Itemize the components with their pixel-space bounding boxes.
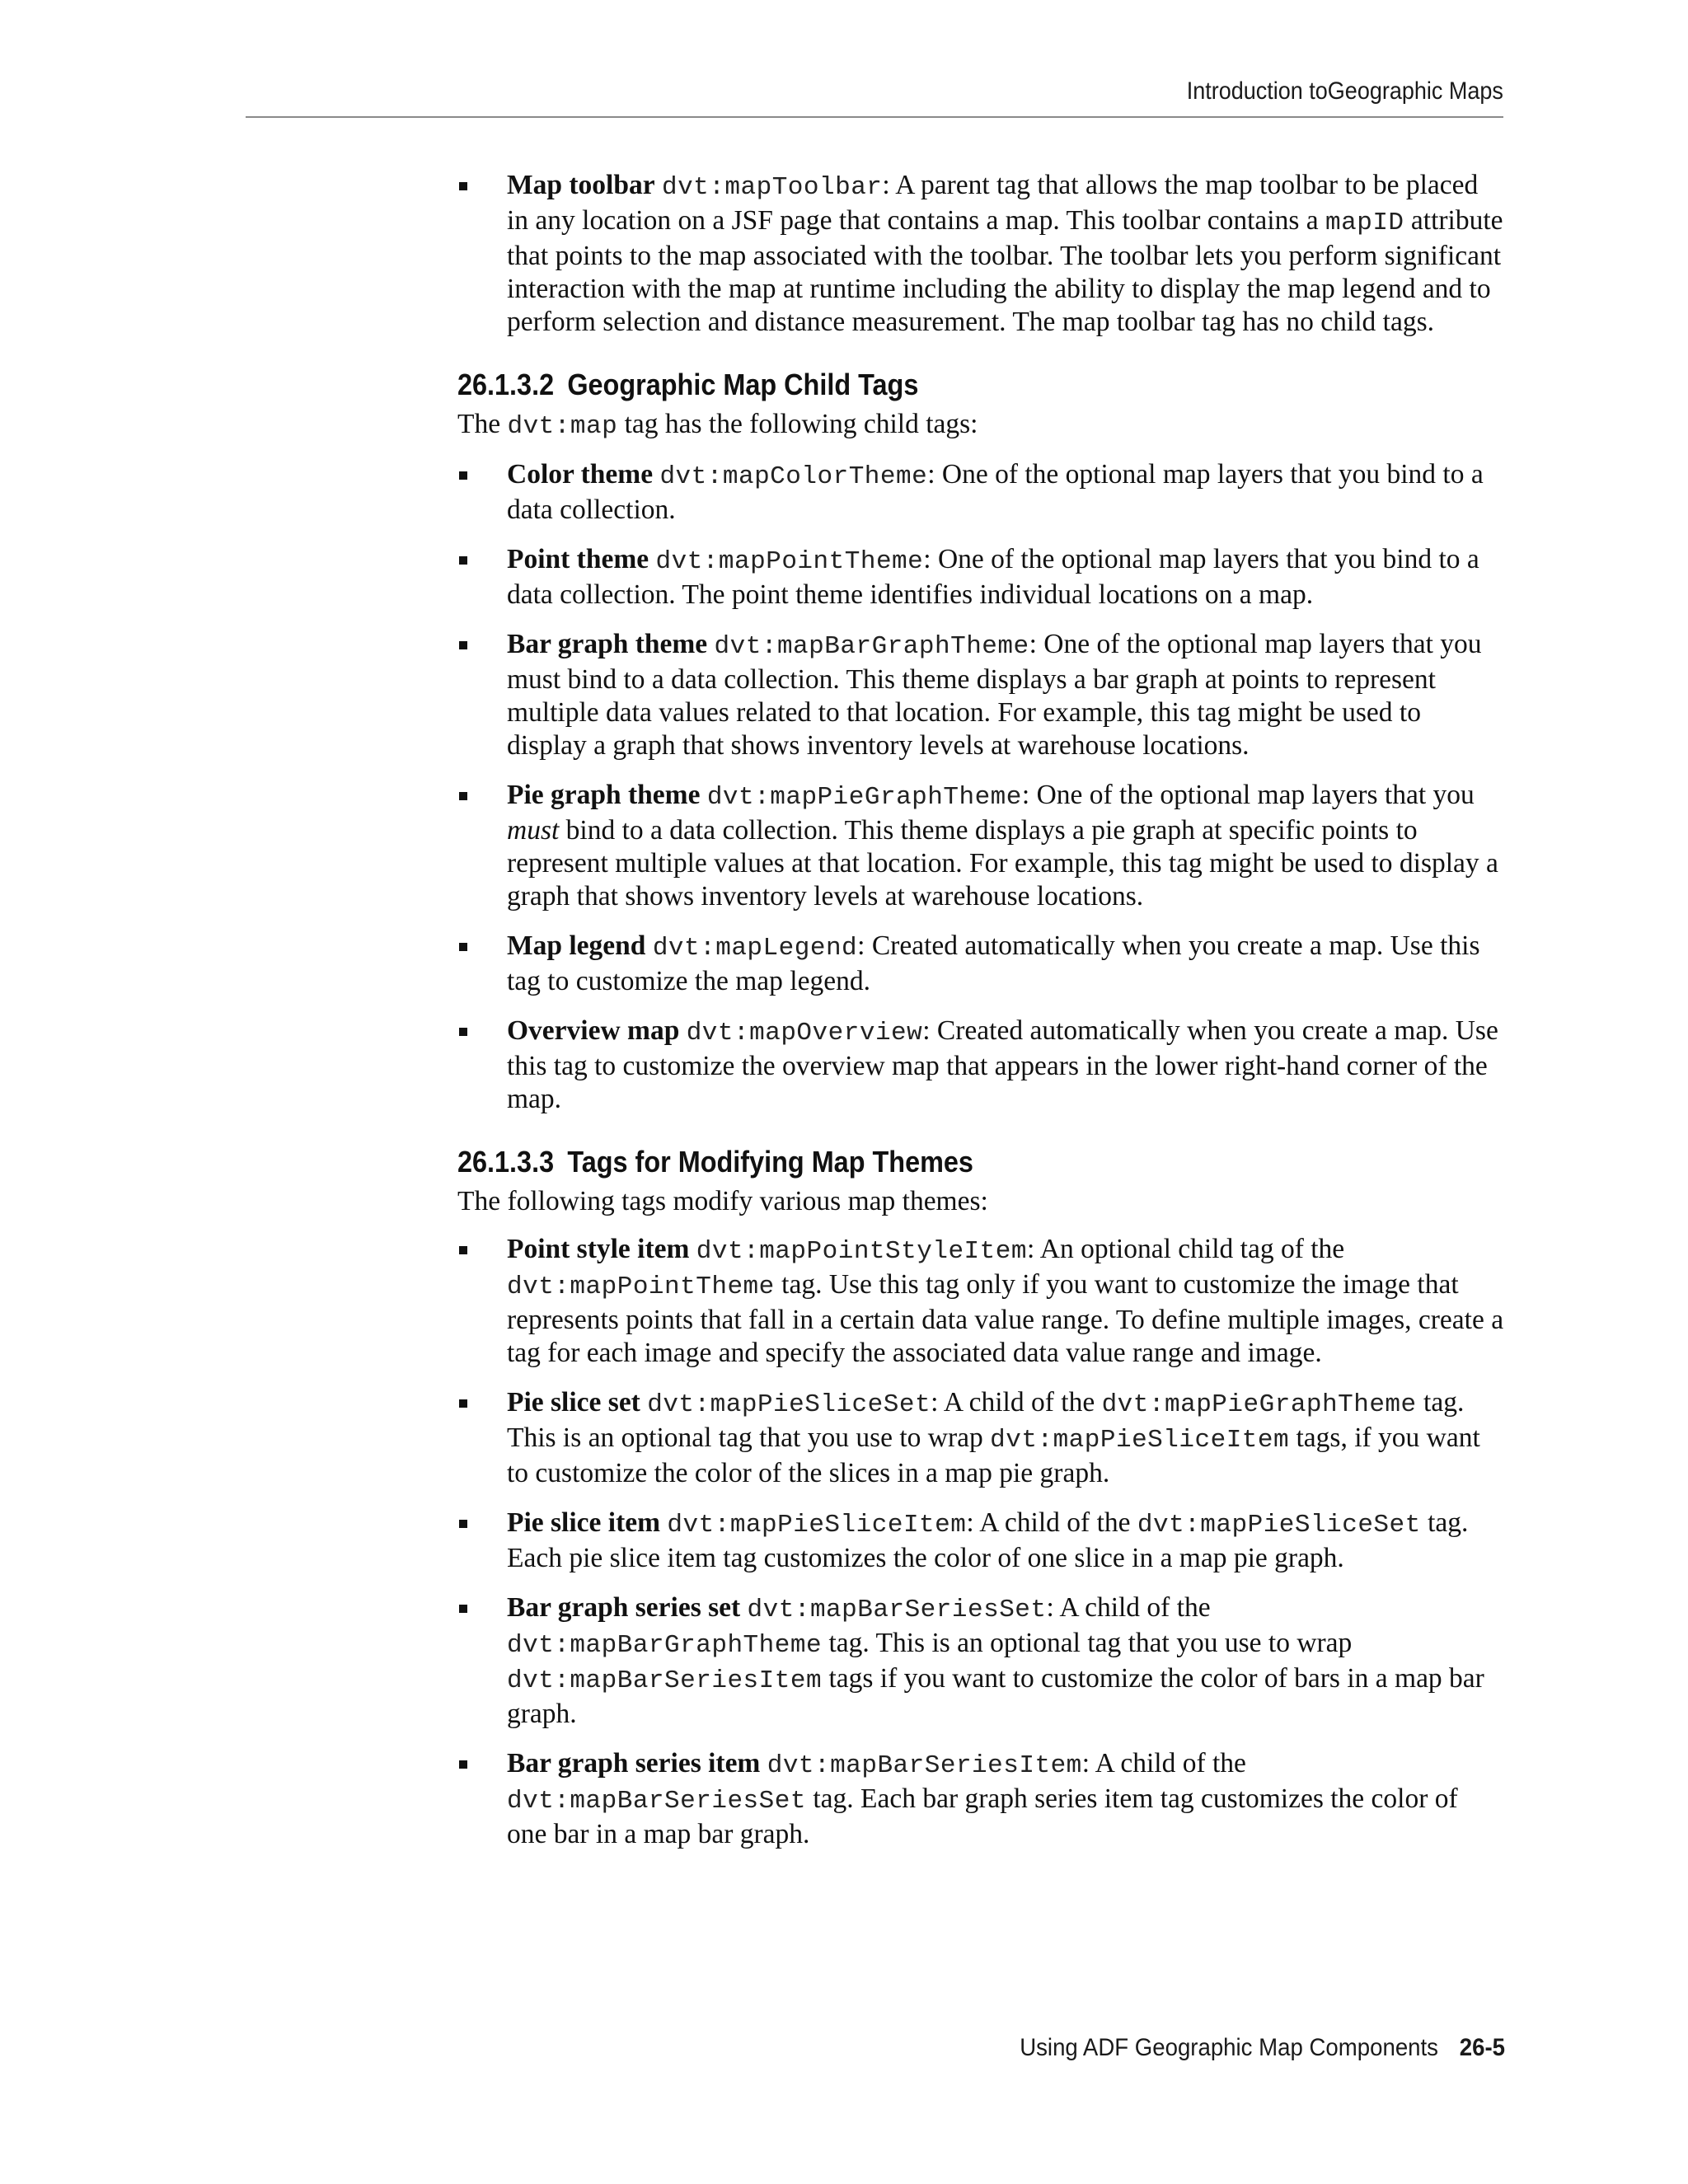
list-item (457, 543, 1504, 612)
list-item-term: Color theme (507, 459, 654, 490)
square-bullet-icon (459, 943, 467, 951)
section-intro (457, 1185, 1504, 1218)
body-text: : One of the optional map layers that you bind to a data collection. (507, 459, 1484, 525)
body-text: : A child of the (1081, 1748, 1246, 1779)
square-bullet-icon (459, 556, 467, 565)
code-tag: dvt:mapBarGraphTheme (507, 1631, 823, 1660)
code-tag: dvt:mapOverview (686, 1019, 923, 1047)
list-item-term: Map legend (507, 930, 646, 961)
section-intro (457, 408, 1504, 443)
list-item (457, 1591, 1504, 1731)
code-tag: dvt:mapColorTheme (659, 462, 928, 491)
list-item (457, 628, 1504, 762)
footer-book-title: Using ADF Geographic Map Components (1020, 2034, 1438, 2061)
body-text: tag. Use this tag only if you want to customize the image that represents points that fall in a certain data value range. To define multiple images, create a tag for each image and specify the associated data value range and image. (507, 1269, 1504, 1368)
child-tags-list (457, 458, 1504, 1116)
emphasis-text: must (507, 815, 560, 846)
section-number: 26.1.3.3 (457, 1145, 555, 1179)
square-bullet-icon (459, 1028, 467, 1036)
list-item (457, 779, 1504, 913)
list-item-term: Overview map (507, 1015, 680, 1046)
body-text: : One of the optional map layers that you bind to a data collection. The point theme identifies individual locations on a map. (507, 544, 1479, 610)
list-item-term: Pie slice set (507, 1387, 640, 1418)
code-tag: dvt:mapBarSeriesSet (747, 1596, 1047, 1624)
list-item-term: Pie graph theme (507, 780, 701, 810)
list-item-term: Map toolbar (507, 170, 655, 200)
square-bullet-icon (459, 182, 467, 190)
body-text: tag. This is an optional tag that you use to wrap (822, 1628, 1353, 1658)
body-text: : A child of the (1046, 1592, 1211, 1623)
body-text: : Created automatically when you create a map. Use this tag to customize the overview map that appears in the lower right-hand corner of the map. (507, 1015, 1498, 1114)
list-item (457, 1747, 1504, 1851)
list-item (457, 169, 1504, 339)
list-item (457, 1233, 1504, 1370)
list-item (457, 1386, 1504, 1490)
code-tag: dvt:mapPieGraphTheme (1101, 1390, 1417, 1419)
code-tag: dvt:mapBarGraphTheme (714, 632, 1029, 661)
square-bullet-icon (459, 1605, 467, 1613)
list-item-term: Pie slice item (507, 1507, 661, 1538)
body-text: : A child of the (931, 1387, 1102, 1418)
list-item (457, 1015, 1504, 1116)
list-item (457, 1507, 1504, 1575)
code-tag: dvt:mapPointStyleItem (696, 1237, 1027, 1266)
list-item-term: Bar graph series item (507, 1748, 761, 1779)
running-header-title: Introduction toGeographic Maps (1186, 77, 1503, 105)
running-footer (1020, 2034, 1505, 2062)
body-text: bind to a data collection. This theme displays a pie graph at specific points to represent multiple values at that location. For example, this tag might be used to display a graph that shows inventory levels at warehouse locations. (507, 815, 1498, 912)
body-text: : Created automatically when you create a map. Use this tag to customize the map legend. (507, 930, 1480, 996)
list-item-term: Point style item (507, 1234, 690, 1264)
list-item (457, 458, 1504, 527)
code-tag: dvt:mapBarSeriesItem (507, 1666, 823, 1695)
body-text: : One of the optional map layers that you (1021, 780, 1475, 810)
code-tag: dvt:map (507, 412, 618, 441)
code-tag: dvt:mapToolbar (661, 173, 883, 202)
square-bullet-icon (459, 471, 467, 480)
page-content (457, 169, 1504, 1868)
section-child-tags (457, 367, 1504, 1116)
running-header (246, 69, 1503, 118)
square-bullet-icon (459, 1760, 467, 1769)
body-text: : One of the optional map layers that you must bind to a data collection. This theme displays a bar graph at points to represent multiple data values related to that location. For example, this tag might be used to display a graph that shows inventory levels at warehouse locations. (507, 629, 1482, 761)
body-text: tag has the following child tags: (617, 409, 978, 439)
body-text: The (457, 409, 508, 439)
list-item-term: Point theme (507, 544, 649, 574)
section-heading (457, 367, 1400, 403)
body-text: attribute that points to the map associated with the toolbar. The toolbar lets you perform significant interaction with the map at runtime including the ability to display the map legend and to perform selection and distance measurement. The map toolbar tag has no child tags. (507, 205, 1503, 337)
section-modify-tags (457, 1144, 1504, 1851)
code-tag: dvt:mapPointTheme (507, 1272, 775, 1301)
code-tag: dvt:mapPieSliceSet (1137, 1511, 1421, 1540)
square-bullet-icon (459, 792, 467, 800)
body-text: tags if you want to customize the color of bars in a map bar graph. (507, 1663, 1484, 1729)
code-tag: mapID (1325, 209, 1404, 237)
section-title: Tags for Modifying Map Themes (567, 1145, 973, 1179)
body-text: : A parent tag that allows the map toolbar to be placed in any location on a JSF page that contains a map. This toolbar contains a (507, 170, 1479, 236)
section-number: 26.1.3.2 (457, 368, 555, 401)
page-number: 26-5 (1459, 2034, 1505, 2061)
body-text: : A child of the (966, 1507, 1137, 1538)
list-item-term: Bar graph series set (507, 1592, 741, 1623)
code-tag: dvt:mapPointTheme (655, 547, 924, 576)
section-title: Geographic Map Child Tags (567, 368, 919, 401)
modify-tags-list (457, 1233, 1504, 1851)
body-text: : An optional child tag of the (1026, 1234, 1345, 1264)
code-tag: dvt:mapPieGraphTheme (706, 783, 1022, 812)
body-text: The following tags modify various map themes: (457, 1186, 988, 1216)
body-text: tag. Each pie slice item tag customizes the color of one slice in a map pie graph. (507, 1507, 1469, 1573)
section-heading (457, 1144, 1400, 1180)
code-tag: dvt:mapPieSliceItem (990, 1426, 1290, 1455)
square-bullet-icon (459, 1520, 467, 1528)
code-tag: dvt:mapBarSeriesSet (507, 1787, 806, 1816)
code-tag: dvt:mapPieSliceSet (647, 1390, 931, 1419)
square-bullet-icon (459, 1399, 467, 1408)
body-text: tag. This is an optional tag that you use to wrap (507, 1387, 1465, 1453)
square-bullet-icon (459, 1246, 467, 1254)
square-bullet-icon (459, 641, 467, 649)
list-item-term: Bar graph theme (507, 629, 708, 659)
body-text: tags, if you want to customize the color of the slices in a map pie graph. (507, 1422, 1480, 1488)
intro-list (457, 169, 1504, 339)
code-tag: dvt:mapLegend (652, 934, 858, 963)
code-tag: dvt:mapBarSeriesItem (767, 1751, 1082, 1780)
code-tag: dvt:mapPieSliceItem (667, 1511, 967, 1540)
body-text: tag. Each bar graph series item tag customizes the color of one bar in a map bar graph. (507, 1783, 1458, 1849)
list-item (457, 930, 1504, 998)
